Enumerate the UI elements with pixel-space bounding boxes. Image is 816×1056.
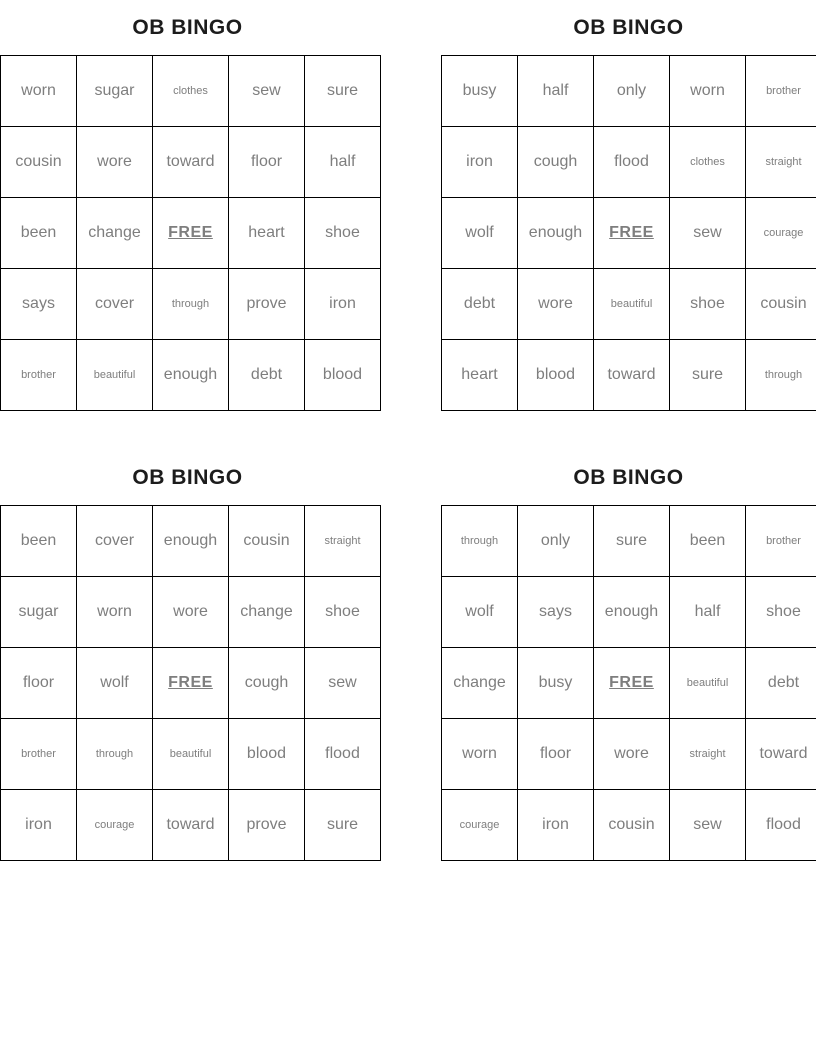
bingo-cell: toward (594, 340, 670, 411)
bingo-cell: enough (594, 577, 670, 648)
bingo-cell: sugar (77, 56, 153, 127)
bingo-cell: been (1, 198, 77, 269)
bingo-cell: wolf (77, 648, 153, 719)
bingo-cell: debt (746, 648, 816, 719)
bingo-cell: cousin (594, 790, 670, 861)
bingo-cell: brother (1, 340, 77, 411)
bingo-cell: flood (305, 719, 381, 790)
bingo-row (442, 719, 816, 790)
bingo-row (1, 719, 381, 790)
bingo-cell: enough (153, 340, 229, 411)
bingo-cell: cover (77, 269, 153, 340)
card-title: OB BINGO (132, 466, 243, 489)
bingo-cell: through (153, 269, 229, 340)
bingo-row (1, 340, 381, 411)
bingo-cell: worn (442, 719, 518, 790)
bingo-cell: only (518, 506, 594, 577)
bingo-cell: shoe (305, 198, 381, 269)
bingo-cell: blood (305, 340, 381, 411)
bingo-cell: floor (229, 127, 305, 198)
card-title: OB BINGO (132, 16, 243, 39)
bingo-row (1, 506, 381, 577)
bingo-row (1, 577, 381, 648)
bingo-cell: heart (229, 198, 305, 269)
bingo-cell: enough (153, 506, 229, 577)
bingo-row (1, 269, 381, 340)
bingo-card-1 (0, 12, 375, 411)
bingo-cell: wore (77, 127, 153, 198)
bingo-cell: wore (594, 719, 670, 790)
bingo-cell: floor (518, 719, 594, 790)
bingo-row (1, 198, 381, 269)
bingo-cell: busy (518, 648, 594, 719)
bingo-cell: wolf (442, 198, 518, 269)
bingo-cell: straight (305, 506, 381, 577)
bingo-cell: beautiful (594, 269, 670, 340)
bingo-cell: sew (229, 56, 305, 127)
bingo-card-2 (441, 12, 816, 411)
bingo-cell: brother (1, 719, 77, 790)
bingo-cell: through (746, 340, 816, 411)
bingo-cell: prove (229, 269, 305, 340)
bingo-card-4 (441, 462, 816, 861)
bingo-cell: brother (746, 506, 816, 577)
bingo-cell: courage (77, 790, 153, 861)
bingo-cell: debt (229, 340, 305, 411)
bingo-cell: beautiful (77, 340, 153, 411)
bingo-cell: beautiful (153, 719, 229, 790)
bingo-cell: sure (305, 790, 381, 861)
bingo-cell: says (1, 269, 77, 340)
bingo-cell: wore (153, 577, 229, 648)
bingo-cell: blood (518, 340, 594, 411)
bingo-cell: sure (594, 506, 670, 577)
card-title: OB BINGO (573, 16, 684, 39)
bingo-cell: iron (1, 790, 77, 861)
bingo-cell: iron (442, 127, 518, 198)
bingo-grid (441, 55, 816, 411)
free-cell: FREE (594, 198, 670, 269)
bingo-row (442, 340, 816, 411)
bingo-cell: courage (442, 790, 518, 861)
bingo-cell: sugar (1, 577, 77, 648)
bingo-cell: been (1, 506, 77, 577)
bingo-cell: courage (746, 198, 816, 269)
bingo-cell: sew (670, 790, 746, 861)
free-cell: FREE (153, 648, 229, 719)
bingo-cell: been (670, 506, 746, 577)
bingo-cell: debt (442, 269, 518, 340)
bingo-cell: heart (442, 340, 518, 411)
bingo-cell: enough (518, 198, 594, 269)
bingo-cell: shoe (746, 577, 816, 648)
bingo-cell: cousin (746, 269, 816, 340)
bingo-row (1, 648, 381, 719)
bingo-row (442, 198, 816, 269)
bingo-cell: clothes (670, 127, 746, 198)
bingo-cell: change (77, 198, 153, 269)
bingo-cell: cover (77, 506, 153, 577)
bingo-cell: wolf (442, 577, 518, 648)
bingo-row (442, 127, 816, 198)
card-title: OB BINGO (573, 466, 684, 489)
bingo-grid (0, 505, 381, 861)
bingo-cell: half (518, 56, 594, 127)
bingo-row (1, 127, 381, 198)
bingo-cell: floor (1, 648, 77, 719)
bingo-cell: shoe (670, 269, 746, 340)
bingo-cell: sure (670, 340, 746, 411)
bingo-row (442, 269, 816, 340)
bingo-cell: cough (229, 648, 305, 719)
bingo-cell: half (305, 127, 381, 198)
bingo-row (442, 56, 816, 127)
free-cell: FREE (594, 648, 670, 719)
bingo-cell: shoe (305, 577, 381, 648)
bingo-card-3 (0, 462, 375, 861)
bingo-cell: change (442, 648, 518, 719)
bingo-cell: only (594, 56, 670, 127)
bingo-cell: worn (1, 56, 77, 127)
bingo-cell: prove (229, 790, 305, 861)
bingo-cell: busy (442, 56, 518, 127)
bingo-cell: sure (305, 56, 381, 127)
bingo-row (1, 56, 381, 127)
bingo-row (1, 790, 381, 861)
bingo-cell: iron (305, 269, 381, 340)
bingo-cell: through (442, 506, 518, 577)
bingo-cell: clothes (153, 56, 229, 127)
bingo-grid (0, 55, 381, 411)
bingo-cell: change (229, 577, 305, 648)
bingo-cell: cousin (1, 127, 77, 198)
bingo-cell: cough (518, 127, 594, 198)
free-cell: FREE (153, 198, 229, 269)
bingo-cell: says (518, 577, 594, 648)
bingo-cell: sew (670, 198, 746, 269)
bingo-row (442, 648, 816, 719)
bingo-cell: sew (305, 648, 381, 719)
bingo-row (442, 577, 816, 648)
bingo-grid (441, 505, 816, 861)
bingo-cell: brother (746, 56, 816, 127)
bingo-row (442, 790, 816, 861)
bingo-cell: flood (746, 790, 816, 861)
bingo-cell: straight (670, 719, 746, 790)
bingo-cell: toward (153, 127, 229, 198)
bingo-cell: half (670, 577, 746, 648)
bingo-cell: wore (518, 269, 594, 340)
bingo-cell: cousin (229, 506, 305, 577)
bingo-cell: toward (746, 719, 816, 790)
bingo-cell: through (77, 719, 153, 790)
bingo-cell: toward (153, 790, 229, 861)
bingo-cell: iron (518, 790, 594, 861)
bingo-cell: worn (670, 56, 746, 127)
bingo-cell: flood (594, 127, 670, 198)
bingo-row (442, 506, 816, 577)
bingo-cell: blood (229, 719, 305, 790)
bingo-cell: worn (77, 577, 153, 648)
bingo-cell: straight (746, 127, 816, 198)
bingo-cell: beautiful (670, 648, 746, 719)
